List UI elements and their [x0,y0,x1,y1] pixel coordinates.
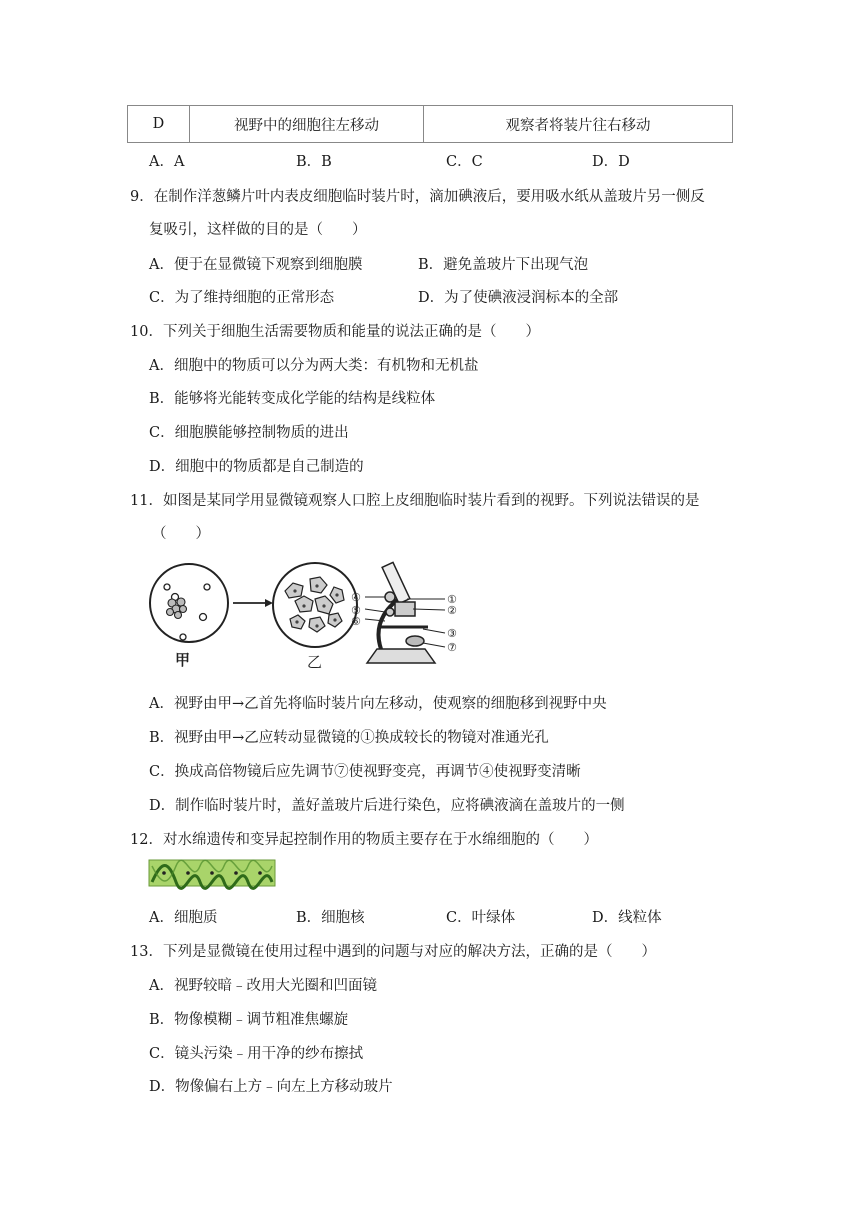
q8-option-c: C．C [446,154,483,170]
q12-option-c: C．叶绿体 [446,910,516,926]
label-4: ④ [351,591,361,604]
q13-stem: 13．下列是显微镜在使用过程中遇到的问题与对应的解决方法，正确的是（ ） [130,944,656,960]
q10-option-c: C．细胞膜能够控制物质的进出 [149,425,349,441]
q10-option-a: A．细胞中的物质可以分为两大类：有机物和无机盐 [149,358,479,374]
label-3: ③ [447,627,457,640]
q11-option-c: C．换成高倍物镜后应先调节⑦使视野变亮，再调节④使视野变清晰 [149,764,581,780]
q13-option-c: C．镜头污染﹣用干净的纱布擦拭 [149,1046,364,1062]
label-jia: 甲 [175,651,191,669]
q9-stem-line2: 复吸引，这样做的目的是（ ） [149,222,367,238]
microscope-icon [367,562,435,663]
table-cell-phenomenon: 视野中的细胞往左移动 [190,106,424,143]
table-cell-option: D [128,106,190,143]
q9-option-c: C．为了维持细胞的正常形态 [149,290,335,306]
label-7: ⑦ [447,641,457,654]
q10-stem: 10．下列关于细胞生活需要物质和能量的说法正确的是（ ） [130,324,540,340]
q10-option-d: D．细胞中的物质都是自己制造的 [149,459,364,475]
q13-option-b: B．物像模糊﹣调节粗准焦螺旋 [149,1012,349,1028]
q12-stem: 12．对水绵遗传和变异起控制作用的物质主要存在于水绵细胞的（ ） [130,832,598,848]
q8-option-a: A．A [149,154,185,170]
table-cell-cause: 观察者将装片往右移动 [424,106,733,143]
field-yi [273,563,357,647]
q9-option-d: D．为了使碘液浸润标本的全部 [418,290,619,306]
q11-stem-line1: 11．如图是某同学用显微镜观察人口腔上皮细胞临时装片看到的视野。下列说法错误的是 [130,493,700,509]
answer-table [127,105,733,143]
q11-option-a: A．视野由甲→乙首先将临时装片向左移动，使观察的细胞移到视野中央 [149,696,607,712]
label-6: ⑥ [351,615,361,628]
label-5: ⑤ [351,604,361,617]
q13-option-d: D．物像偏右上方﹣向左上方移动玻片 [149,1079,393,1095]
q9-option-b: B．避免盖玻片下出现气泡 [418,257,589,273]
q9-stem-line1: 9．在制作洋葱鳞片叶内表皮细胞临时装片时，滴加碘液后，要用吸水纸从盖玻片另一侧反 [130,189,705,205]
q11-option-d: D．制作临时装片时，盖好盖玻片后进行染色，应将碘液滴在盖玻片的一侧 [149,798,625,814]
q12-option-a: A．细胞质 [149,910,218,926]
q11-option-b: B．视野由甲→乙应转动显微镜的①换成较长的物镜对准通光孔 [149,730,549,746]
q8-option-d: D．D [592,154,630,170]
q11-stem-line2: （ ） [152,526,210,542]
label-2: ② [447,604,457,617]
q9-option-a: A．便于在显微镜下观察到细胞膜 [149,257,363,273]
field-jia [150,564,228,642]
table-row [128,106,733,143]
microscope-figure [145,557,475,677]
q10-option-b: B．能够将光能转变成化学能的结构是线粒体 [149,391,436,407]
spirogyra-image [148,856,276,890]
label-1: ① [447,593,457,606]
arrow-head-icon [265,599,273,607]
label-yi: 乙 [307,653,323,671]
q12-option-d: D．线粒体 [592,910,662,926]
q13-option-a: A．视野较暗﹣改用大光圈和凹面镜 [149,978,377,994]
q8-option-b: B．B [296,154,332,170]
q12-option-b: B．细胞核 [296,910,365,926]
